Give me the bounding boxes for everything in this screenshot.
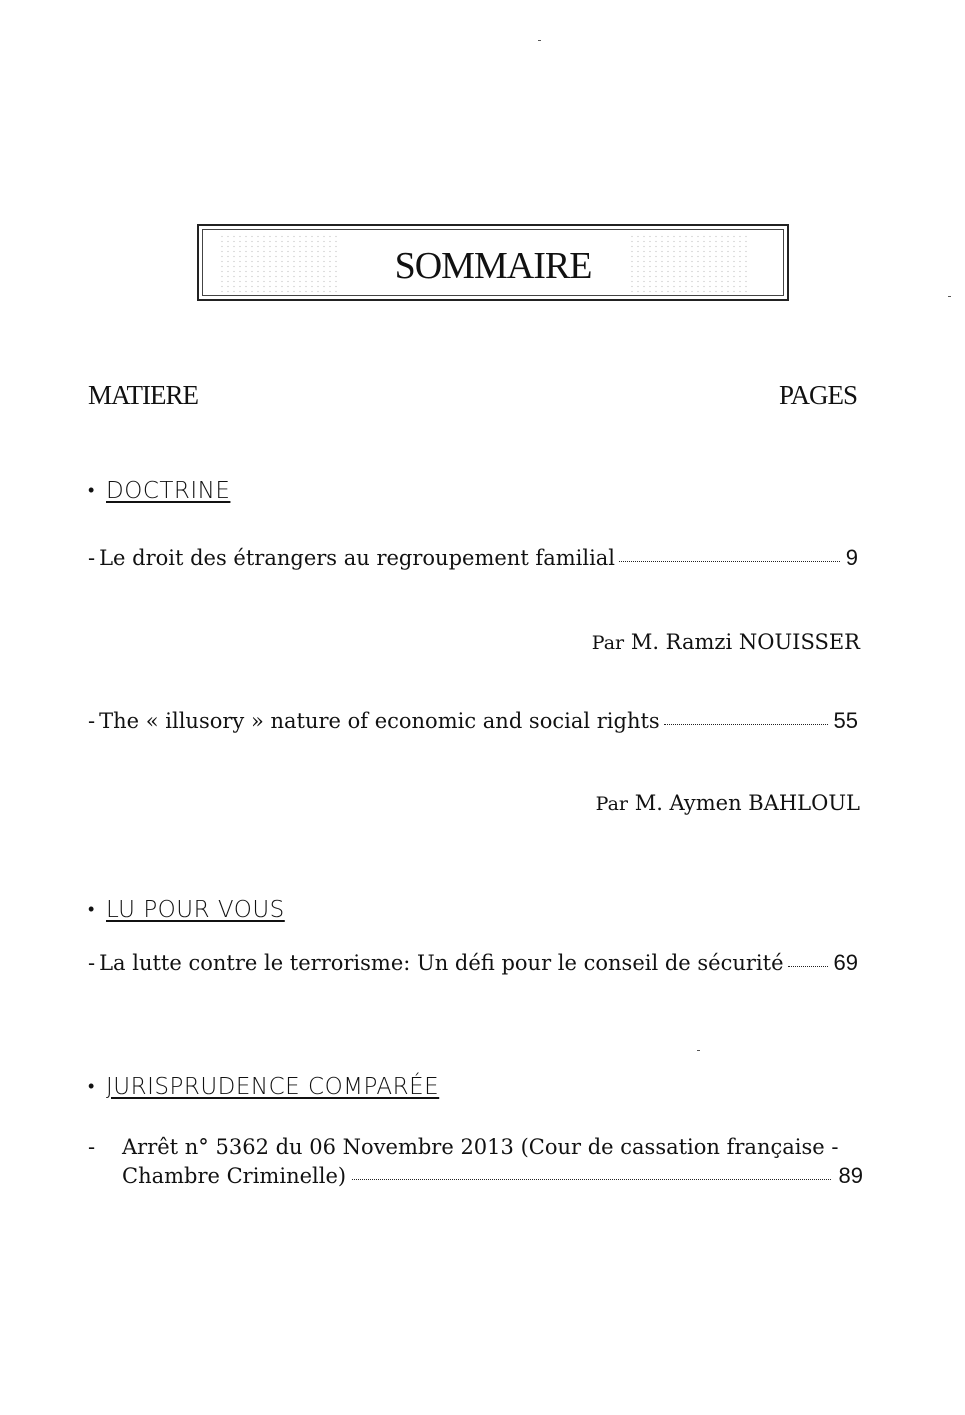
entry-line xyxy=(88,1163,863,1189)
entry-author xyxy=(596,791,860,815)
column-header-pages: PAGES xyxy=(778,380,857,410)
author-prefix: Par xyxy=(591,632,625,654)
toc-entry[interactable] xyxy=(88,708,858,734)
bullet-icon: • xyxy=(88,480,95,501)
scan-speck xyxy=(948,296,951,297)
dot-leader xyxy=(619,561,840,562)
dot-leader xyxy=(352,1179,830,1180)
entry-title: Le droit des étrangers au regroupement familial xyxy=(99,546,616,570)
section-heading-doctrine xyxy=(88,478,230,504)
dot-leader xyxy=(788,966,828,967)
scan-speck xyxy=(538,40,541,41)
author-prefix: Par xyxy=(595,793,629,815)
entry-dash: - xyxy=(88,951,96,975)
section-label: DOCTRINE xyxy=(106,478,231,504)
entry-title: The « illusory » nature of economic and social rights xyxy=(99,709,660,733)
entry-page-number: 89 xyxy=(838,1163,863,1188)
entry-dash: - xyxy=(88,546,96,570)
author-name: M. Aymen BAHLOUL xyxy=(634,791,860,815)
entry-title-line1: Arrêt n° 5362 du 06 Novembre 2013 (Cour de cassation française - xyxy=(122,1135,839,1159)
entry-page-number: 9 xyxy=(845,545,858,570)
bullet-icon: • xyxy=(88,899,95,920)
toc-entry[interactable] xyxy=(88,545,858,571)
toc-entry[interactable] xyxy=(88,950,858,976)
title-box xyxy=(197,224,789,301)
section-heading-lu-pour-vous xyxy=(88,897,285,923)
scan-speck xyxy=(697,1050,700,1051)
entry-page-number: 69 xyxy=(833,950,858,975)
toc-entry[interactable] xyxy=(88,1135,863,1189)
entry-author xyxy=(592,630,860,654)
entry-line xyxy=(88,1135,863,1159)
bullet-icon: • xyxy=(88,1076,95,1097)
author-name: M. Ramzi NOUISSER xyxy=(630,630,860,654)
entry-dash: - xyxy=(88,709,96,733)
dot-leader xyxy=(664,724,828,725)
section-label: JURISPRUDENCE COMPARÉE xyxy=(106,1074,440,1100)
column-header-matiere: MATIERE xyxy=(88,380,198,410)
section-label: LU POUR VOUS xyxy=(106,897,285,923)
entry-title-line2: Chambre Criminelle) xyxy=(122,1164,347,1188)
section-heading-jurisprudence-comparee xyxy=(88,1074,439,1100)
page-title: SOMMAIRE xyxy=(394,245,592,287)
entry-title: La lutte contre le terrorisme: Un défi pour le conseil de sécurité xyxy=(99,951,784,975)
entry-page-number: 55 xyxy=(833,708,858,733)
entry-dash: - xyxy=(88,1135,96,1159)
